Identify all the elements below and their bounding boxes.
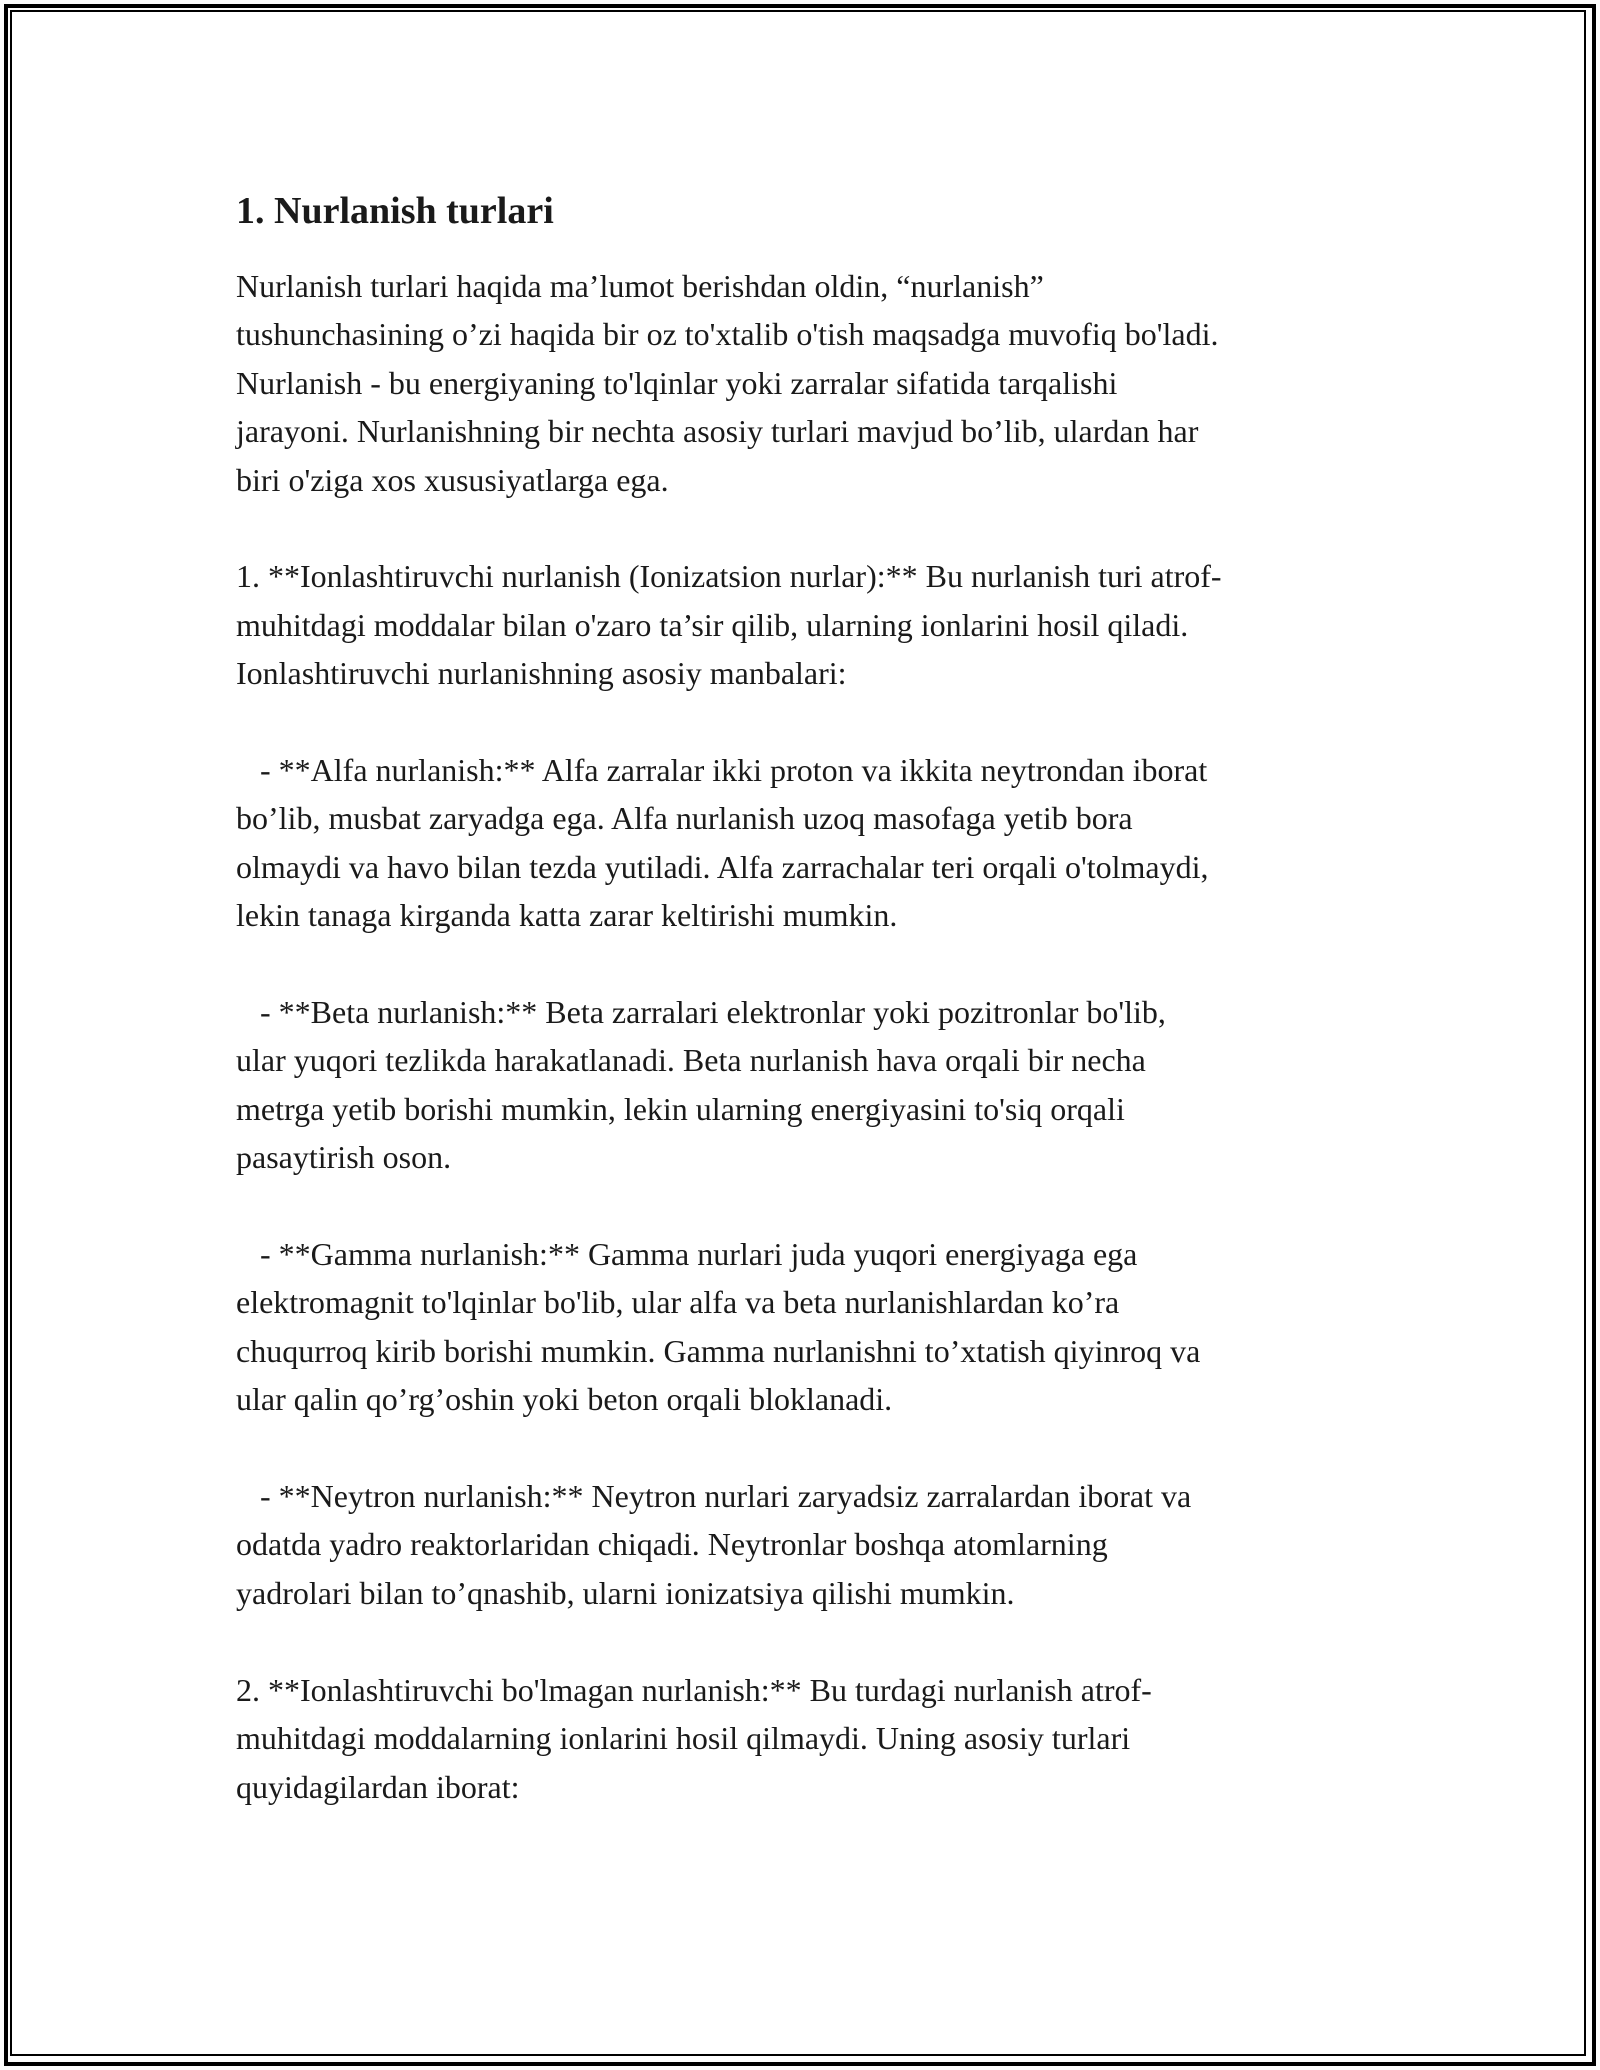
non-ionizing-radiation-paragraph: 2. **Ionlashtiruvchi bo'lmagan nurlanish:** Bu turdagi nurlanish atrof- muhitdagi moddalarning ionlarini hosil qilmaydi. Uning asosiy turlari quyidagilardan iborat:: [236, 1671, 1152, 1805]
ionizing-radiation-paragraph: 1. **Ionlashtiruvchi nurlanish (Ionizatsion nurlar):** Bu nurlanish turi atrof- muhitdagi moddalar bilan o'zaro ta’sir qilib, ularning ionlarini hosil qiladi. Ionlashtiruvchi nurlanishning asosiy manbalari:: [236, 558, 1222, 692]
neutron-radiation-paragraph: - **Neytron nurlanish:** Neytron nurlari zaryadsiz zarralardan iborat va odatda yadro reaktorlaridan chiqadi. Neytronlar boshqa atomlarning yadrolari bilan to’qnashib, ularni ionizatsiya qilishi mumkin.: [236, 1478, 1192, 1611]
document-title: 1. Nurlanish turlari: [236, 190, 554, 232]
document-body: [236, 186, 1386, 1811]
gamma-radiation-paragraph: - **Gamma nurlanish:** Gamma nurlari juda yuqori energiyaga ega elektromagnit to'lqinlar bo'lib, ular alfa va beta nurlanishlardan ko’ra chuqurroq kirib borishi mumkin. Gamma nurlanishni to’xtatish qiyinroq va ular qalin qo’rg’oshin yoki beton orqali bloklanadi.: [236, 1236, 1201, 1418]
intro-paragraph: Nurlanish turlari haqida ma’lumot berishdan oldin, “nurlanish” tushunchasining o’zi haqida bir oz to'xtalib o'tish maqsadga muvofiq bo'ladi. Nurlanish - bu energiyaning to'lqinlar yoki zarralar sifatida tarqalishi jarayoni. Nurlanishning bir nechta asosiy turlari mavjud bo’lib, ulardan har biri o'ziga xos xususiyatlarga ega.: [236, 268, 1219, 498]
beta-radiation-paragraph: - **Beta nurlanish:** Beta zarralari elektronlar yoki pozitronlar bo'lib, ular yuqori tezlikda harakatlanadi. Beta nurlanish hava orqali bir necha metrga yetib borishi mumkin, lekin ularning energiyasini to'siq orqali pasaytirish oson.: [236, 994, 1166, 1176]
alpha-radiation-paragraph: - **Alfa nurlanish:** Alfa zarralar ikki proton va ikkita neytrondan iborat bo’lib, musbat zaryadga ega. Alfa nurlanish uzoq masofaga yetib bora olmaydi va havo bilan tezda yutiladi. Alfa zarrachalar teri orqali o'tolmaydi, lekin tanaga kirganda katta zarar keltirishi mumkin.: [236, 752, 1209, 934]
